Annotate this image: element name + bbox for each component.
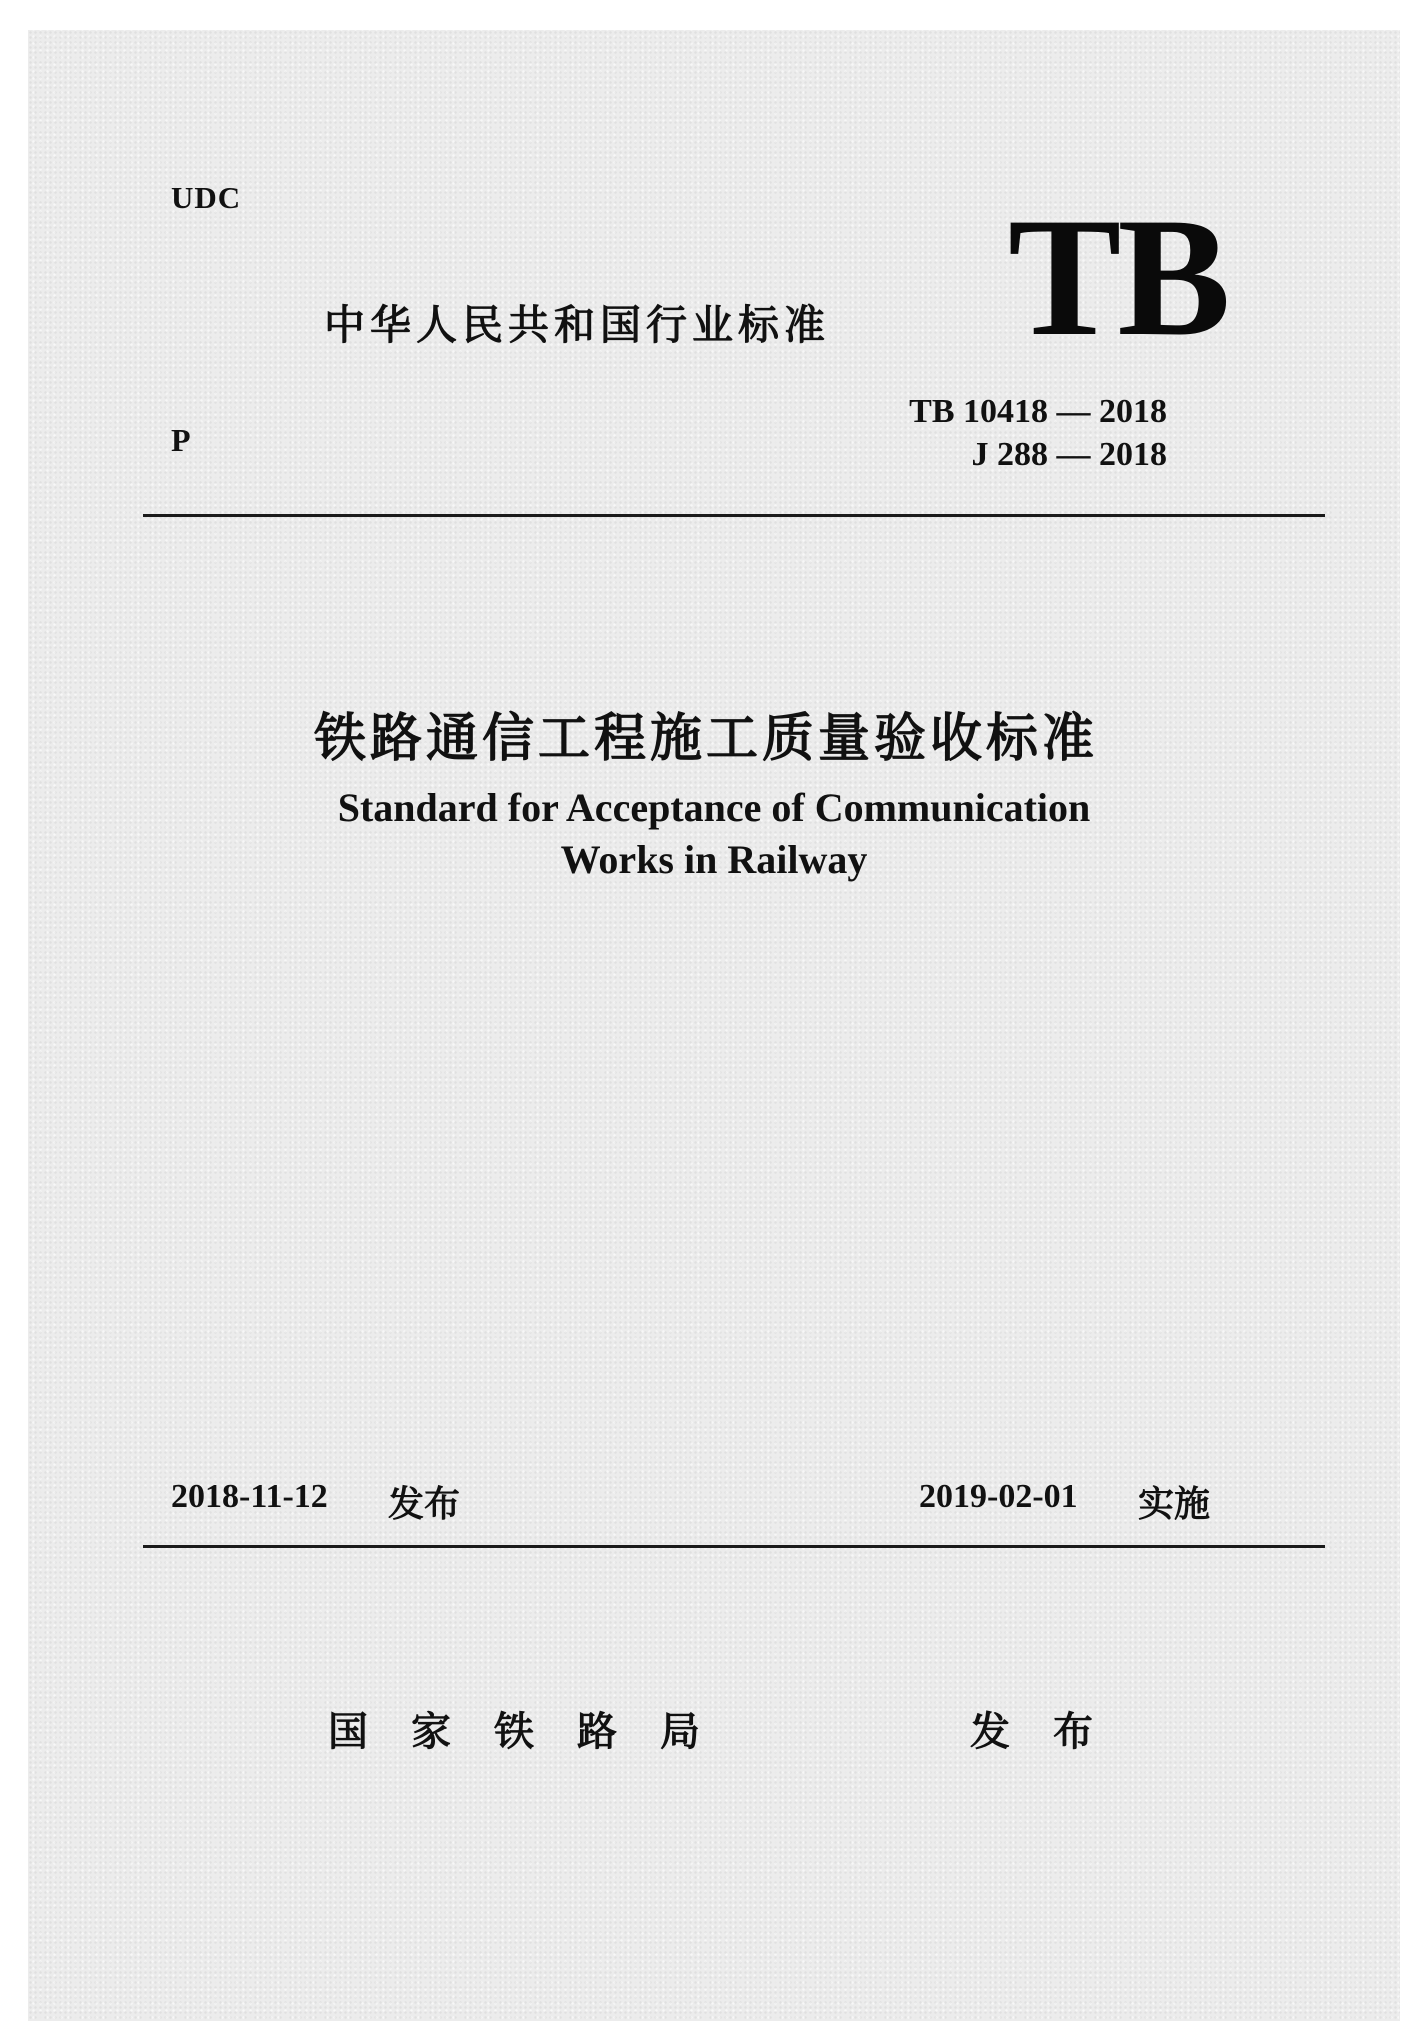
filing-number: J 288 — 2018 [971,436,1167,473]
publish-label: 发布 [970,1709,1136,1755]
issue-date: 2018-11-12 [171,1478,328,1515]
document-title-english [28,782,1400,886]
top-divider [143,514,1325,517]
bottom-divider [143,1545,1325,1548]
publisher-name: 国家铁路局 [328,1709,743,1755]
issue-label: 发布 [388,1484,461,1525]
english-title-line-1: Standard for Acceptance of Communication [337,785,1091,830]
implementation-label: 实施 [1138,1484,1211,1525]
english-title-line-2: Works in Railway [560,837,868,882]
standard-codes [909,390,1167,476]
document-page [28,30,1400,2021]
industry-standard-heading: 中华人民共和国行业标准 [324,301,830,349]
tb-logo: TB [1008,183,1227,371]
classification-code: P [171,422,191,458]
standard-number: TB 10418 — 2018 [909,393,1167,430]
document-title-chinese: 铁路通信工程施工质量验收标准 [313,709,1098,769]
implementation-date: 2019-02-01 [919,1478,1078,1515]
udc-label: UDC [171,180,242,215]
